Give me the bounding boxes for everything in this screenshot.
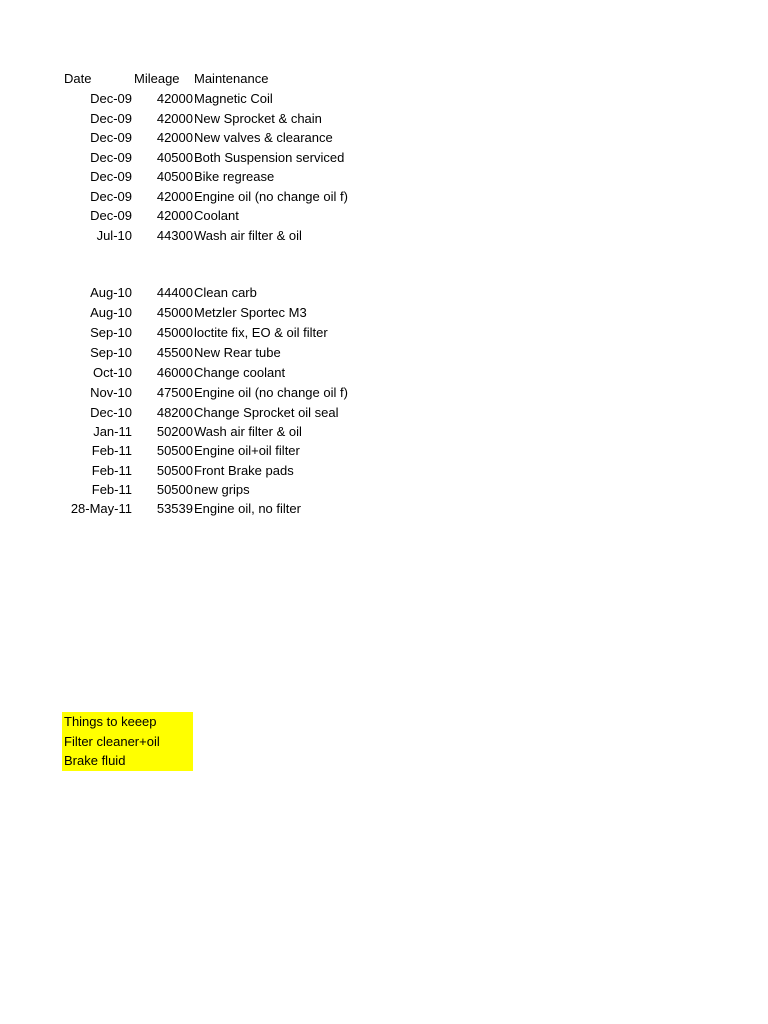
date-cell: Dec-09: [90, 110, 132, 126]
maintenance-cell: Metzler Sportec M3: [194, 305, 307, 320]
mileage-cell: 50200: [156, 424, 193, 439]
date-cell: Feb-11: [91, 462, 132, 478]
date-cell: Dec-09: [90, 188, 132, 204]
mileage-cell: 47500: [156, 385, 193, 400]
date-cell: Oct-10: [92, 365, 132, 380]
date-cell: Jul-10: [96, 227, 132, 243]
note-line: Things to keeep: [64, 714, 157, 729]
date-cell: 28-May-11: [70, 501, 132, 516]
date-cell: Feb-11: [91, 482, 132, 497]
mileage-cell: 50500: [156, 443, 193, 458]
maintenance-cell: Engine oil, no filter: [194, 501, 301, 516]
maintenance-cell: Change coolant: [194, 365, 286, 380]
maintenance-cell: Engine oil (no change oil f): [194, 188, 348, 204]
date-cell: Dec-09: [90, 130, 132, 145]
date-cell: Dec-09: [90, 91, 132, 106]
maintenance-cell: Change Sprocket oil seal: [194, 405, 339, 420]
maintenance-cell: Magnetic Coil: [194, 91, 273, 106]
date-cell: Aug-10: [90, 285, 132, 300]
date-cell: Dec-10: [90, 405, 132, 420]
mileage-cell: 42000: [156, 130, 193, 145]
date-cell: Jan-11: [93, 424, 132, 439]
maintenance-cell: Clean carb: [194, 285, 257, 300]
mileage-cell: 50500: [156, 462, 193, 478]
mileage-cell: 45000: [156, 305, 193, 320]
mileage-cell: 46000: [156, 365, 193, 380]
date-cell: Dec-09: [90, 208, 132, 223]
mileage-cell: 48200: [156, 405, 193, 420]
date-cell: Sep-10: [90, 325, 132, 340]
maintenance-cell: New Rear tube: [194, 345, 281, 360]
note-line: Brake fluid: [64, 753, 126, 768]
mileage-cell: 44400: [156, 285, 193, 300]
maintenance-cell: new grips: [194, 482, 250, 497]
mileage-column-header: Mileage: [134, 71, 180, 86]
date-cell: Sep-10: [90, 345, 132, 360]
date-column-header: Date: [64, 71, 92, 86]
maintenance-cell: New Sprocket & chain: [194, 110, 322, 126]
maintenance-column-header: Maintenance: [194, 71, 269, 86]
maintenance-cell: Wash air filter & oil: [194, 424, 302, 439]
date-cell: Feb-11: [91, 443, 132, 458]
mileage-cell: 40500: [156, 149, 193, 165]
mileage-cell: 45500: [156, 345, 193, 360]
maintenance-cell: Both Suspension serviced: [194, 149, 345, 165]
mileage-cell: 42000: [156, 110, 193, 126]
mileage-cell: 40500: [156, 169, 193, 184]
maintenance-cell: loctite fix, EO & oil filter: [194, 325, 328, 340]
mileage-cell: 53539: [156, 501, 193, 516]
date-cell: Dec-09: [90, 169, 132, 184]
maintenance-cell: Front Brake pads: [194, 462, 294, 478]
maintenance-cell: Coolant: [194, 208, 239, 223]
maintenance-cell: Wash air filter & oil: [194, 227, 302, 243]
things-to-keep-note: [62, 712, 193, 771]
mileage-cell: 44300: [156, 227, 193, 243]
maintenance-cell: New valves & clearance: [194, 130, 333, 145]
date-cell: Dec-09: [90, 149, 132, 165]
date-cell: Aug-10: [90, 305, 132, 320]
note-line: Filter cleaner+oil: [64, 733, 160, 749]
date-cell: Nov-10: [90, 385, 132, 400]
maintenance-cell: Engine oil+oil filter: [194, 443, 300, 458]
mileage-cell: 42000: [156, 188, 193, 204]
mileage-cell: 50500: [156, 482, 193, 497]
maintenance-cell: Engine oil (no change oil f): [194, 385, 348, 400]
mileage-cell: 42000: [156, 208, 193, 223]
mileage-cell: 45000: [156, 325, 193, 340]
mileage-cell: 42000: [156, 91, 193, 106]
maintenance-cell: Bike regrease: [194, 169, 275, 184]
